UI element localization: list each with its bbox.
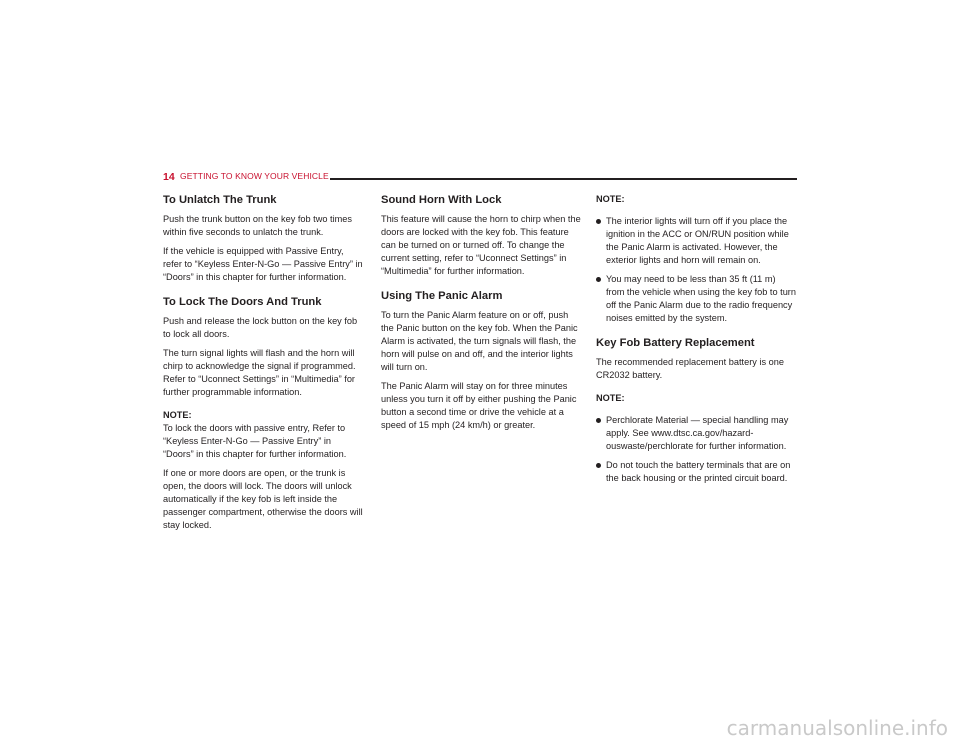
list-item-text: You may need to be less than 35 ft (11 m) from the vehicle when using the key fob to turn off the Panic Alarm due to the radio frequency noises emitted by the system.: [606, 274, 796, 323]
list-item: [596, 273, 796, 325]
heading-lock-doors-trunk: To Lock The Doors And Trunk: [163, 296, 322, 308]
list-item: [596, 414, 796, 453]
paragraph: If the vehicle is equipped with Passive Entry, refer to “Keyless Enter-N-Go — Passive Entry” in “Doors” in this chapter for further information.: [163, 246, 363, 282]
paragraph: The Panic Alarm will stay on for three minutes unless you turn it off by either pushing the Panic button a second time or drive the vehicle at a speed of 15 mph (24 km/h) or greater.: [381, 381, 577, 430]
list-item: [596, 459, 796, 485]
note-text: To lock the doors with passive entry, Refer to “Keyless Enter-N-Go — Passive Entry” in “Doors” in this chapter for further information.: [163, 423, 347, 459]
paragraph: If one or more doors are open, or the trunk is open, the doors will lock. The doors will unlock automatically if the key fob is left inside the passenger compartment, otherwise the doors will stay locked.: [163, 468, 363, 530]
list-item-text: Perchlorate Material — special handling may apply. See www.dtsc.ca.gov/hazard-ouswaste/perchlorate for further information.: [606, 415, 789, 451]
heading-panic-alarm: Using The Panic Alarm: [381, 290, 503, 302]
column-right: [596, 193, 796, 491]
bullet-list: [596, 215, 796, 325]
watermark: carmanualsonline.info: [726, 716, 948, 740]
bullet-icon: [596, 277, 601, 282]
note-label: NOTE:: [596, 393, 625, 403]
paragraph: To turn the Panic Alarm feature on or off, push the Panic button on the key fob. When the Panic Alarm is activated, the turn signals will flash, the horn will pulse on and off, and the interior lights will turn on.: [381, 310, 578, 372]
paragraph: Push and release the lock button on the key fob to lock all doors.: [163, 316, 358, 339]
page-number: 14: [163, 171, 175, 183]
bullet-list: [596, 414, 796, 485]
paragraph: This feature will cause the horn to chirp when the doors are locked with the key fob. This feature can be turned on or turned off. To change the current setting, refer to “Uconnect Settings” in “Multimedia” for further information.: [381, 214, 581, 276]
bullet-icon: [596, 219, 601, 224]
page-header: [163, 171, 797, 185]
paragraph: The turn signal lights will flash and the horn will chirp to acknowledge the signal if programmed. Refer to “Uconnect Settings” in “Multimedia” for further programmable information.: [163, 348, 356, 397]
note-label: NOTE:: [596, 194, 625, 204]
section-title: GETTING TO KNOW YOUR VEHICLE: [180, 171, 329, 181]
paragraph: Push the trunk button on the key fob two times within five seconds to unlatch the trunk.: [163, 214, 352, 237]
column-middle: [381, 193, 581, 438]
bullet-icon: [596, 418, 601, 423]
list-item-text: The interior lights will turn off if you place the ignition in the ACC or ON/RUN position while the Panic Alarm is activated. However, the exterior lights and horn will remain on.: [606, 216, 789, 265]
column-left: [163, 193, 363, 538]
heading-battery-replacement: Key Fob Battery Replacement: [596, 337, 755, 349]
list-item: [596, 215, 796, 267]
paragraph: The recommended replacement battery is one CR2032 battery.: [596, 357, 784, 380]
list-item-text: Do not touch the battery terminals that are on the back housing or the printed circuit board.: [606, 460, 791, 483]
bullet-icon: [596, 463, 601, 468]
heading-sound-horn: Sound Horn With Lock: [381, 194, 502, 206]
note-label: NOTE:: [163, 410, 192, 420]
heading-unlatch-trunk: To Unlatch The Trunk: [163, 194, 277, 206]
header-rule: [330, 178, 797, 180]
